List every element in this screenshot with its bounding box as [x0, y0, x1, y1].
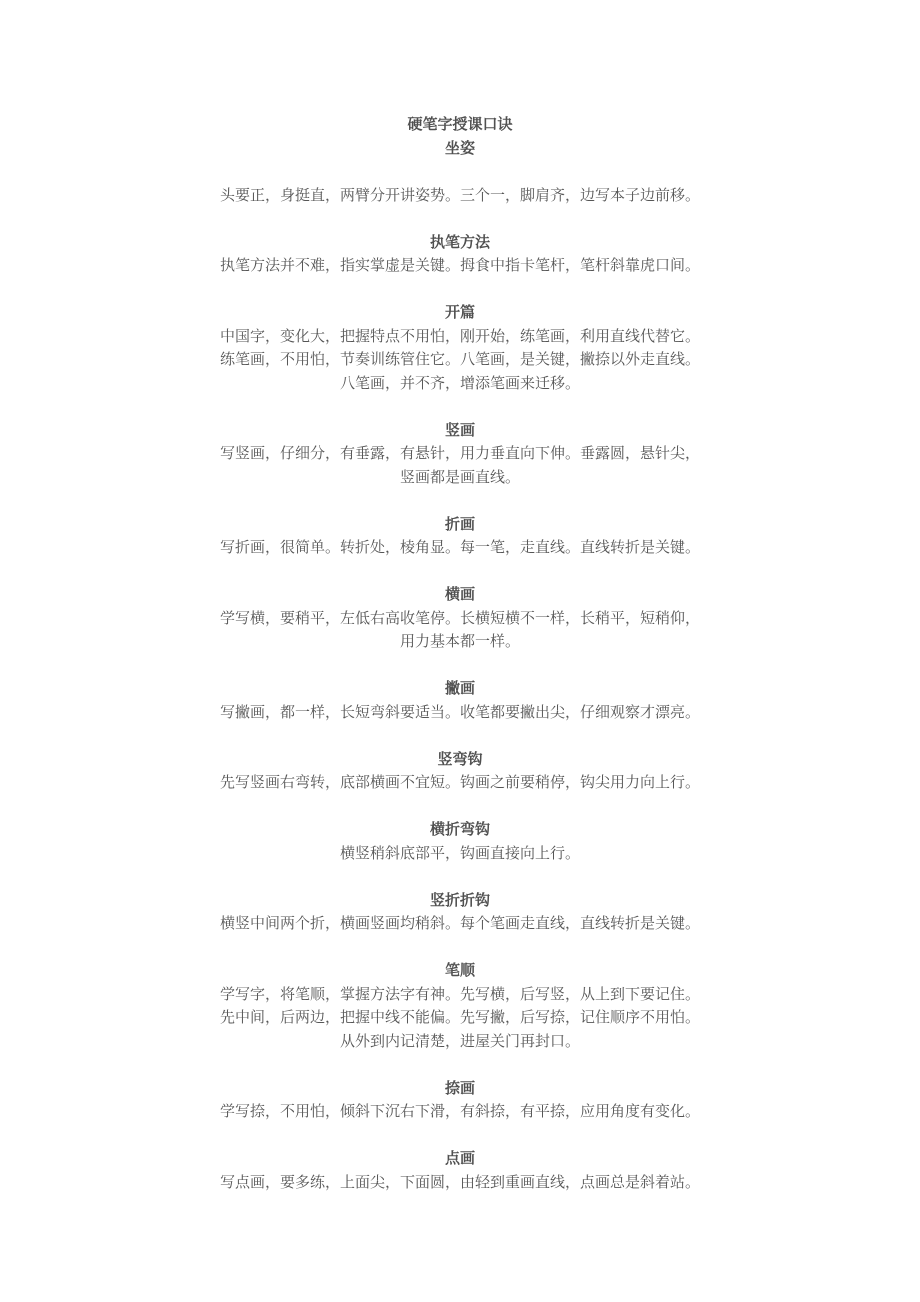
section-line: 竖画都是画直线。 [399, 467, 520, 486]
section-line: 练笔画，不用怕，节奏训练管住它。八笔画，是关键，撇捺以外走直线。 [219, 350, 700, 368]
section-line: 写撇画，都一样，长短弯斜要适当。收笔都要撇出尖，仔细观察才漂亮。 [219, 702, 700, 721]
section-heading-horizontal-turn-bend-hook: 横折弯钩 [429, 820, 490, 838]
section-line: 写点画，要多练，上面尖，下面圆，由轻到重画直线，点画总是斜着站。 [219, 1172, 700, 1191]
section-heading-posture: 坐姿 [444, 138, 475, 157]
section-line: 写折画，很简单。转折处，棱角显。每一笔，走直线。直线转折是关键。 [219, 538, 700, 556]
section-line: 横竖稍斜底部平，钩画直接向上行。 [339, 843, 580, 862]
section-line: 学写捺，不用怕，倾斜下沉右下滑，有斜捺，有平捺，应用角度有变化。 [219, 1102, 700, 1120]
section-line: 学写字，将笔顺，掌握方法字有神。先写横，后写竖，从上到下要记住。 [219, 984, 700, 1003]
document-body [160, 113, 760, 1194]
section-line: 横竖中间两个折，横画竖画均稍斜。每个笔画走直线，直线转折是关键。 [219, 914, 700, 932]
section-line: 头要正，身挺直，两臂分开讲姿势。三个一，脚肩齐，边写本子边前移。 [219, 185, 700, 204]
section-line: 用力基本都一样。 [399, 632, 520, 650]
spacer [160, 865, 760, 889]
section-heading-right-falling-stroke: 捺画 [444, 1078, 475, 1097]
section-heading-vertical-stroke: 竖画 [444, 420, 475, 439]
spacer [160, 795, 760, 819]
section-heading-dot-stroke: 点画 [444, 1149, 475, 1167]
spacer [160, 1124, 760, 1148]
section-line: 先中间，后两边，把握中线不能偏。先写撇，后写捺，记住顺序不用怕。 [219, 1008, 700, 1026]
section-heading-vertical-bend-hook: 竖弯钩 [437, 749, 483, 768]
section-heading-pen-holding: 执笔方法 [429, 232, 490, 251]
section-line: 执笔方法并不难，指实掌虚是关键。拇食中指卡笔杆，笔杆斜靠虎口间。 [219, 256, 700, 274]
spacer [160, 724, 760, 748]
spacer [160, 395, 760, 419]
section-line: 从外到内记清楚，进屋关门再封口。 [339, 1031, 580, 1050]
document-title: 硬笔字授课口诀 [407, 115, 513, 133]
section-heading-opening: 开篇 [444, 303, 475, 321]
section-line: 学写横，要稍平，左低右高收笔停。长横短横不一样，长稍平，短稍仰， [219, 608, 700, 627]
spacer [160, 278, 760, 302]
section-heading-stroke-order: 笔顺 [444, 961, 475, 979]
section-heading-vertical-turn-turn-hook: 竖折折钩 [429, 890, 490, 909]
spacer [160, 489, 760, 513]
section-heading-left-falling-stroke: 撇画 [444, 679, 475, 697]
spacer [160, 936, 760, 960]
spacer [160, 560, 760, 584]
section-line: 八笔画，并不齐，增添笔画来迁移。 [339, 373, 580, 392]
spacer [160, 207, 760, 231]
spacer [160, 1053, 760, 1077]
section-line: 先写竖画右弯转，底部横画不宜短。钩画之前要稍停，钩尖用力向上行。 [219, 773, 700, 791]
section-heading-turning-stroke: 折画 [444, 514, 475, 533]
section-heading-horizontal-stroke: 横画 [444, 585, 475, 603]
section-line: 写竖画，仔细分，有垂露，有悬针，用力垂直向下伸。垂露圆，悬针尖， [219, 444, 700, 462]
spacer [160, 160, 760, 184]
section-line: 中国字，变化大，把握特点不用怕，刚开始，练笔画，利用直线代替它。 [219, 326, 700, 345]
spacer [160, 654, 760, 678]
